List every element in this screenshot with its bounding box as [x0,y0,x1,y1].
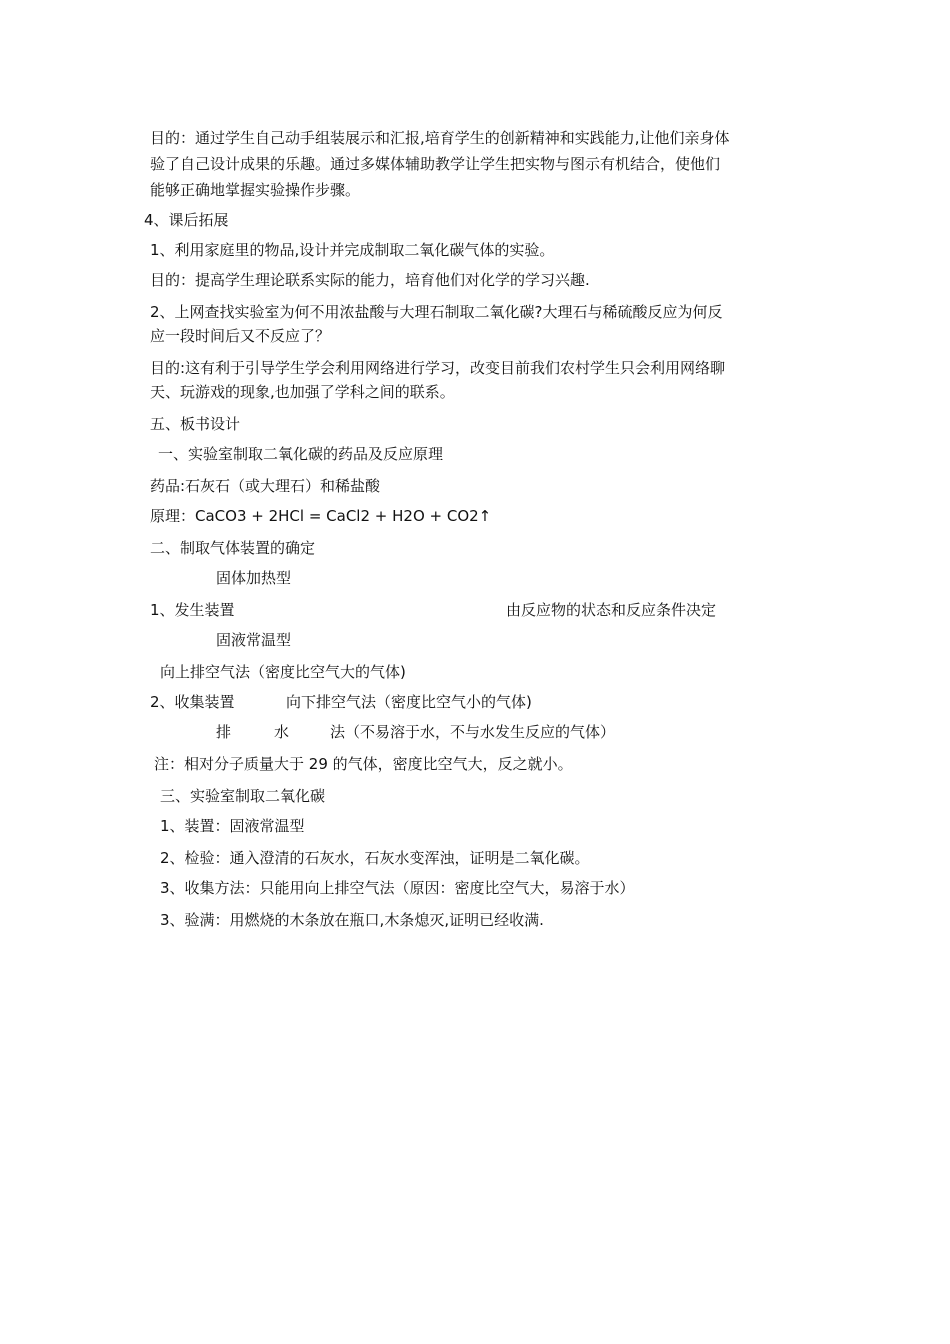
note-line: 注：相对分子质量大于 29 的气体，密度比空气大，反之就小。 [154,755,573,773]
subsection-heading: 二、制取气体装置的确定 [150,539,316,557]
subsection-heading: 一、实验室制取二氧化碳的药品及反应原理 [158,445,444,463]
text-line: 排 [216,723,232,741]
text-line: 目的:这有利于引导学生学会利用网络进行学习，改变目前我们农村学生只会利用网络聊 [150,359,726,377]
text-line: 由反应物的状态和反应条件决定 [506,601,717,619]
text-line: 1、利用家庭里的物品,设计并完成制取二氧化碳气体的实验。 [150,241,555,259]
text-line: 能够正确地掌握实验操作步骤。 [150,181,361,199]
text-line: 天、玩游戏的现象,也加强了学科之间的联系。 [150,383,455,401]
text-line: 固体加热型 [216,569,292,587]
text-line: 固液常温型 [216,631,292,649]
text-line: 目的：通过学生自己动手组装展示和汇报,培育学生的创新精神和实践能力,让他们亲身体 [150,129,730,147]
text-line: 向下排空气法（密度比空气小的气体) [286,693,532,711]
text-line: 药品:石灰石（或大理石）和稀盐酸 [150,477,381,495]
text-line: 应一段时间后又不反应了？ [150,327,331,345]
text-line: 3、验满：用燃烧的木条放在瓶口,木条熄灭,证明已经收满. [160,911,544,929]
text-line: 1、发生装置 [150,601,235,619]
subsection-heading: 三、实验室制取二氧化碳 [160,787,326,805]
text-line: 2、检验：通入澄清的石灰水，石灰水变浑浊，证明是二氧化碳。 [160,849,590,867]
text-line: 向上排空气法（密度比空气大的气体) [160,663,406,681]
section-heading: 4、课后拓展 [144,211,229,229]
equation-line: 原理：CaCO3 + 2HCl = CaCl2 + H2O + CO2↑ [150,507,492,525]
text-line: 2、上网查找实验室为何不用浓盐酸与大理石制取二氧化碳?大理石与稀硫酸反应为何反 [150,303,723,321]
text-line: 1、装置：固液常温型 [160,817,305,835]
text-line: 2、收集装置 [150,693,235,711]
text-line: 验了自己设计成果的乐趣。通过多媒体辅助教学让学生把实物与图示有机结合，使他们 [150,155,721,173]
text-line: 法（不易溶于水，不与水发生反应的气体） [330,723,616,741]
text-line: 3、收集方法：只能用向上排空气法（原因：密度比空气大，易溶于水） [160,879,635,897]
section-heading: 五、板书设计 [150,415,241,433]
text-line: 水 [274,723,290,741]
text-line: 目的：提高学生理论联系实际的能力，培育他们对化学的学习兴趣. [150,271,590,289]
